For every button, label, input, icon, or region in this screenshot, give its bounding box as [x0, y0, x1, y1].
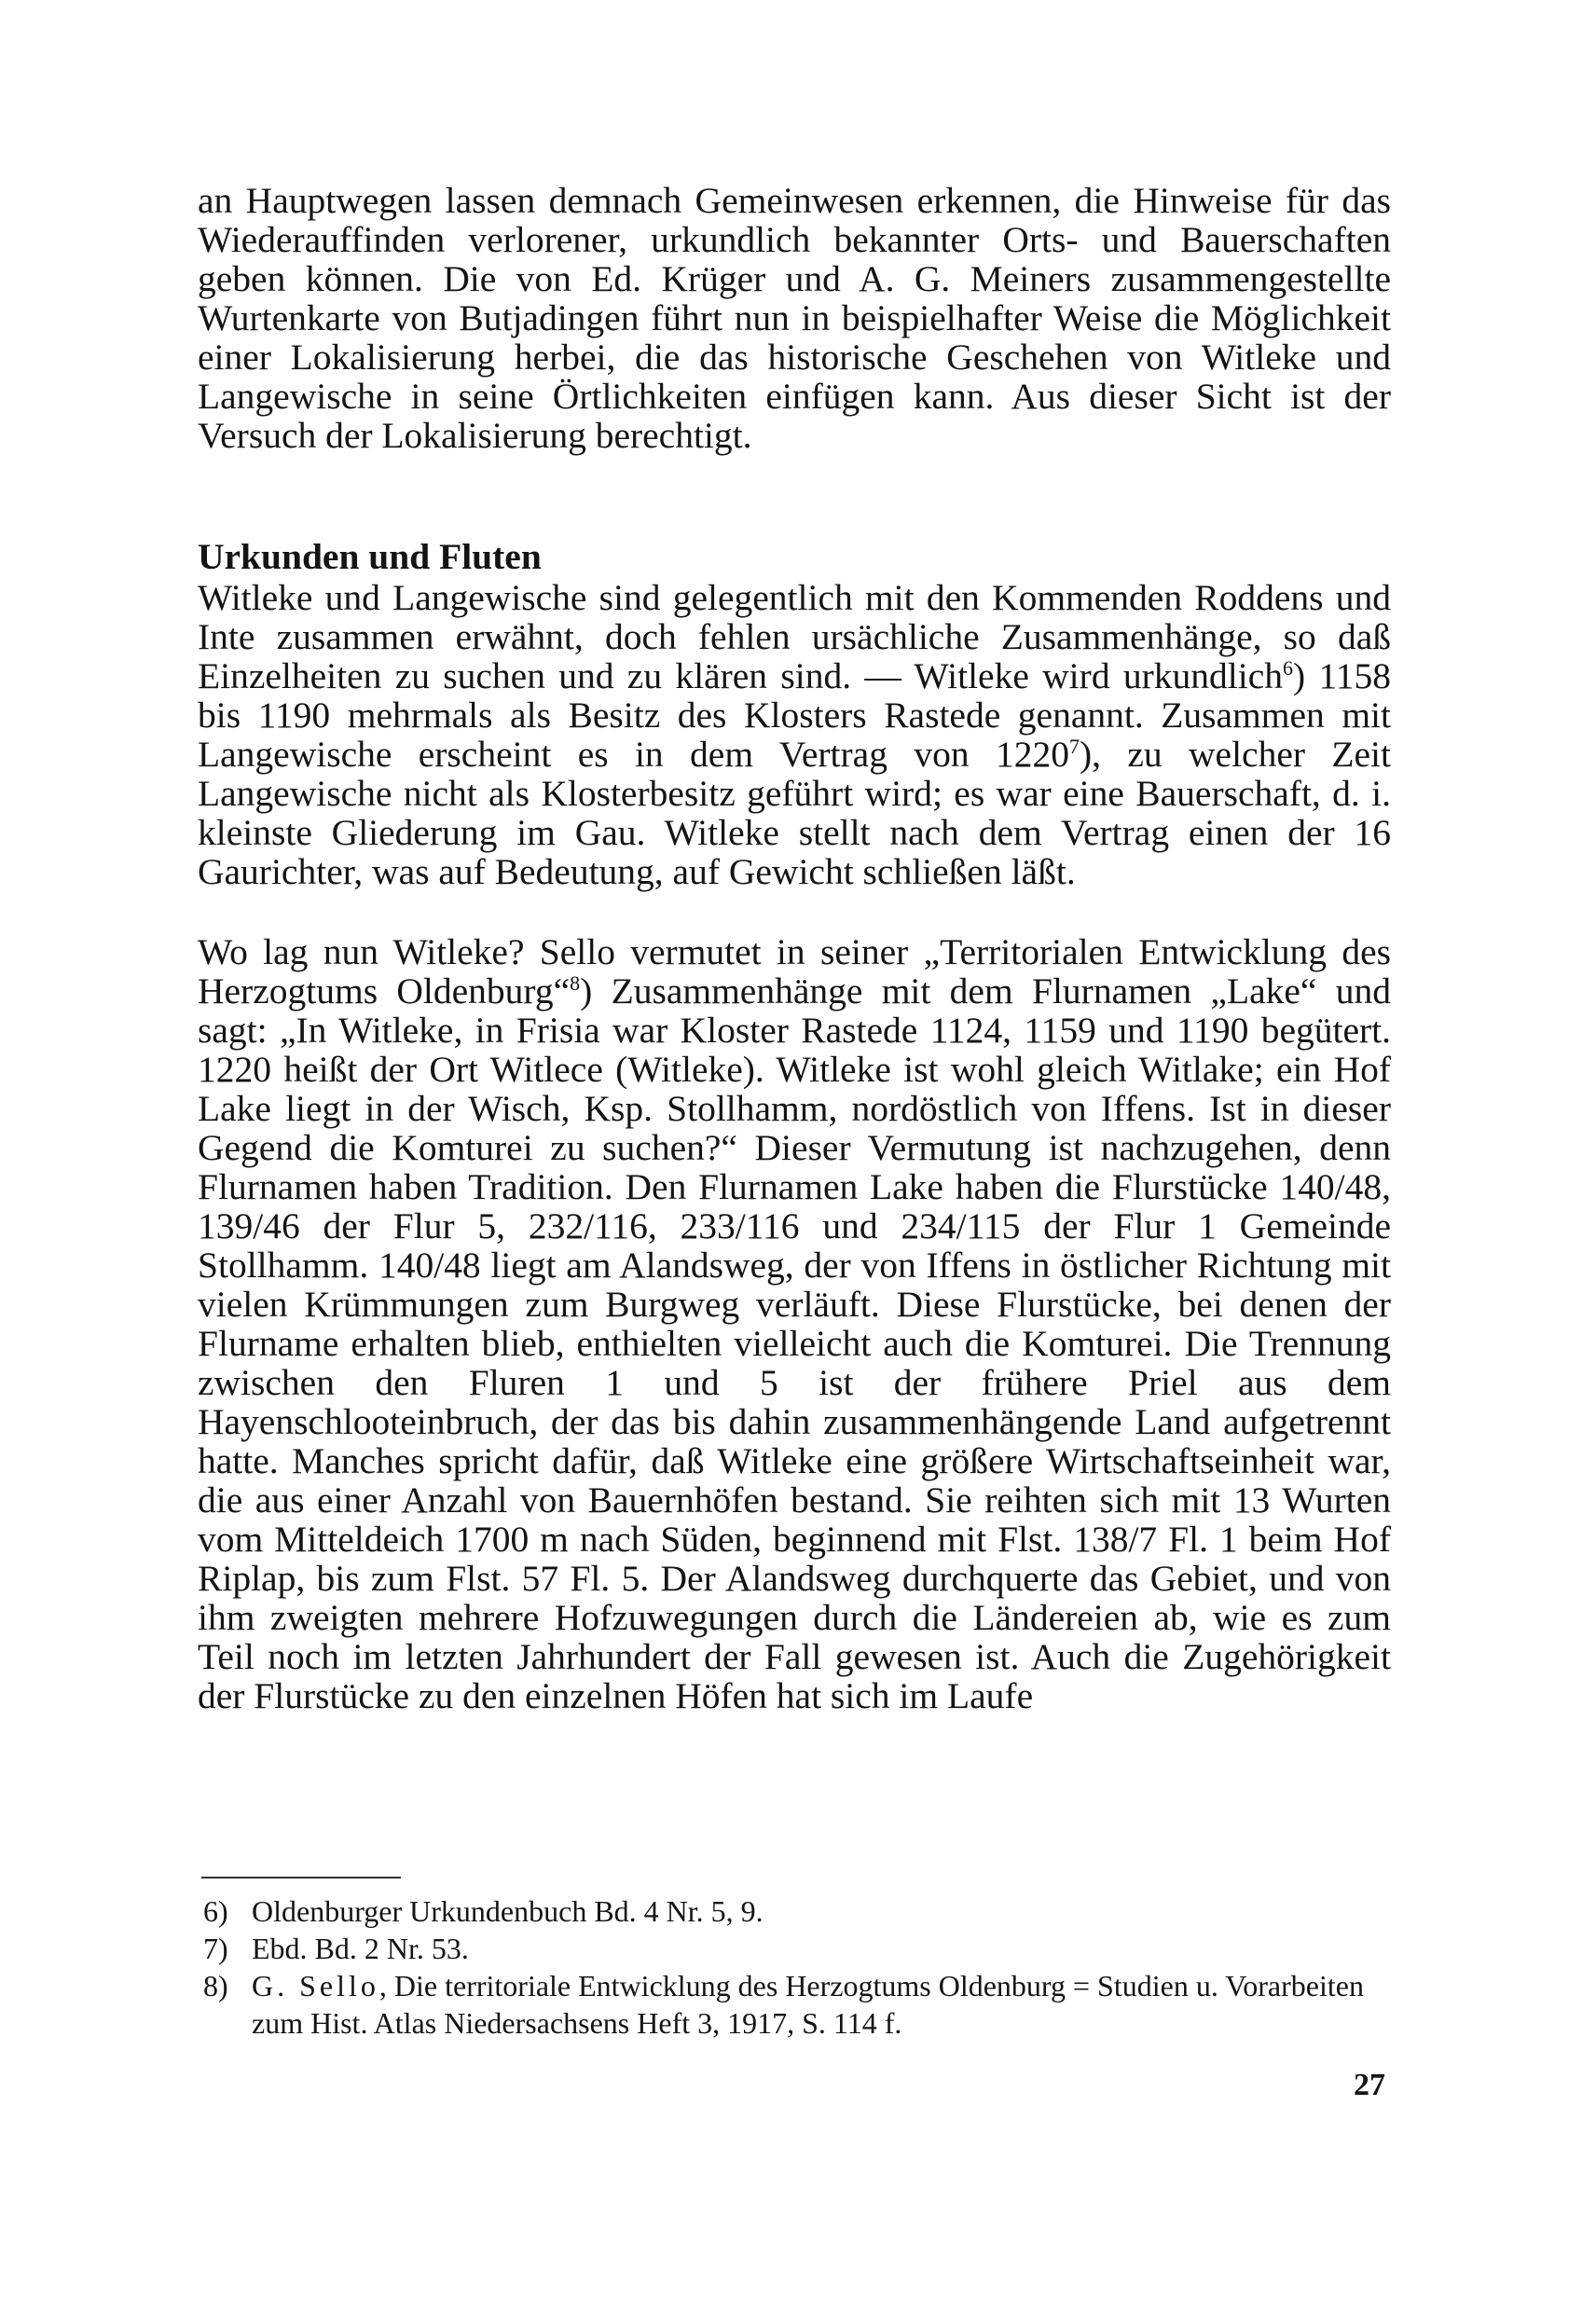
footnote-divider [201, 1877, 401, 1878]
paragraph-1: an Hauptwegen lassen demnach Gemeinwesen erkennen, die Hinweise für das Wiederauffinden verlorener, urkundlich bekannter Orts- und Bauerschaften geben können. Die von Ed. Krüger und A. G. Meiners zusammengestellte Wurtenkarte von Butjadingen führt nun in beispielhafter Weise die Möglichkeit einer Lokalisierung herbei, die das historische Geschehen von Witleke und Langewische in seine Örtlichkeiten einfügen kann. Aus dieser Sicht ist der Versuch der Lokalisierung berechtigt. [198, 180, 1391, 456]
footnote-mark: 6) [203, 1894, 228, 1928]
footnote-7 [198, 1930, 1391, 1967]
footnote-ref-7: 7 [1068, 734, 1080, 758]
footnote-text: Oldenburger Urkundenbuch Bd. 4 Nr. 5, 9. [252, 1894, 764, 1928]
paragraph-3-part-a: Wo lag nun Witleke? Sello vermutet in seiner „Territorialen Entwicklung des Herzogtums Oldenburg“ [198, 931, 1391, 1012]
footnote-text-wrapper [252, 1967, 1391, 2042]
footnote-text: , Die territoriale Entwicklung des Herzogtums Oldenburg = Studien u. Vorarbeiten zum Hist. Atlas Niedersachsens Heft 3, 1917, S. 114 f. [252, 1969, 1364, 2040]
footnote-ref-8: 8 [570, 970, 581, 995]
page-number: 27 [1354, 2068, 1385, 2102]
footnote-text: Ebd. Bd. 2 Nr. 53. [252, 1932, 469, 1965]
section-heading: Urkunden und Fluten [198, 536, 542, 577]
footnote-author: G. Sello [252, 1969, 379, 2002]
footnote-ref-6: 6 [1283, 655, 1293, 680]
paragraph-3 [198, 932, 1391, 1715]
paragraph-3-part-b: ) Zusammenhänge mit dem Flurnamen „Lake“ und sagt: „In Witleke, in Frisia war Kloster Rastede 1124, 1159 und 1190 begütert. 1220 heißt der Ort Witlece (Witleke). Witleke ist wohl gleich Witlake; ein Hof Lake liegt in der Wisch, Ksp. Stollhamm, nordöstlich von Iffens. Ist in dieser Gegend die Komturei zu suchen?“ Dieser Vermutung ist nachzugehen, denn Flurnamen haben Tradition. Den Flurnamen Lake haben die Flurstücke 140/48, 139/46 der Flur 5, 232/116, 233/116 und 234/115 der Flur 1 Gemeinde Stollhamm. 140/48 liegt am Alandsweg, der von Iffens in östlicher Richtung mit vielen Krümmungen zum Burgweg verläuft. Diese Flurstücke, bei denen der Flurname erhalten blieb, enthielten vielleicht auch die Komturei. Die Trennung zwischen den Fluren 1 und 5 ist der frühere Priel aus dem Hayenschlooteinbruch, der das bis dahin zusammenhängende Land aufgetrennt hatte. Manches spricht dafür, daß Witleke eine größere Wirtschaftseinheit war, die aus einer Anzahl von Bauernhöfen bestand. Sie reihten sich mit 13 Wurten vom Mitteldeich 1700 m nach Süden, beginnend mit Flst. 138/7 Fl. 1 beim Hof Riplap, bis zum Flst. 57 Fl. 5. Der Alandsweg durchquerte das Gebiet, und von ihm zweigten mehrere Hofzuwegungen durch die Ländereien ab, wie es zum Teil noch im letzten Jahrhundert der Fall gewesen ist. Auch die Zugehörigkeit der Flurstücke zu den einzelnen Höfen hat sich im Laufe [198, 970, 1391, 1716]
footnote-6 [198, 1892, 1391, 1930]
footnote-8 [198, 1967, 1391, 2042]
paragraph-2 [198, 578, 1391, 891]
paragraph-2-part-b: ) 1158 bis 1190 mehrmals als Besitz des Klosters Rastede genannt. Zusammen mit Langewische erscheint es in dem Vertrag von 1220 [198, 655, 1391, 775]
paragraph-2-part-a: Witleke und Langewische sind gelegentlich mit den Kommenden Roddens und Inte zusammen erwähnt, doch fehlen ursächliche Zusammenhänge, so daß Einzelheiten zu suchen und zu klären sind. — Witleke wird urkundlich [198, 577, 1391, 696]
footnote-mark: 8) [203, 1969, 228, 2002]
body-text [198, 181, 1391, 1715]
paragraph-2-part-c: ), zu welcher Zeit Langewische nicht als Klosterbesitz geführt wird; es war eine Bauerschaft, d. i. kleinste Gliederung im Gau. Witleke stellt nach dem Vertrag einen der 16 Gaurichter, was auf Bedeutung, auf Gewicht schließen läßt. [198, 734, 1391, 892]
footnote-mark: 7) [203, 1932, 228, 1965]
footnotes [198, 1892, 1391, 2042]
